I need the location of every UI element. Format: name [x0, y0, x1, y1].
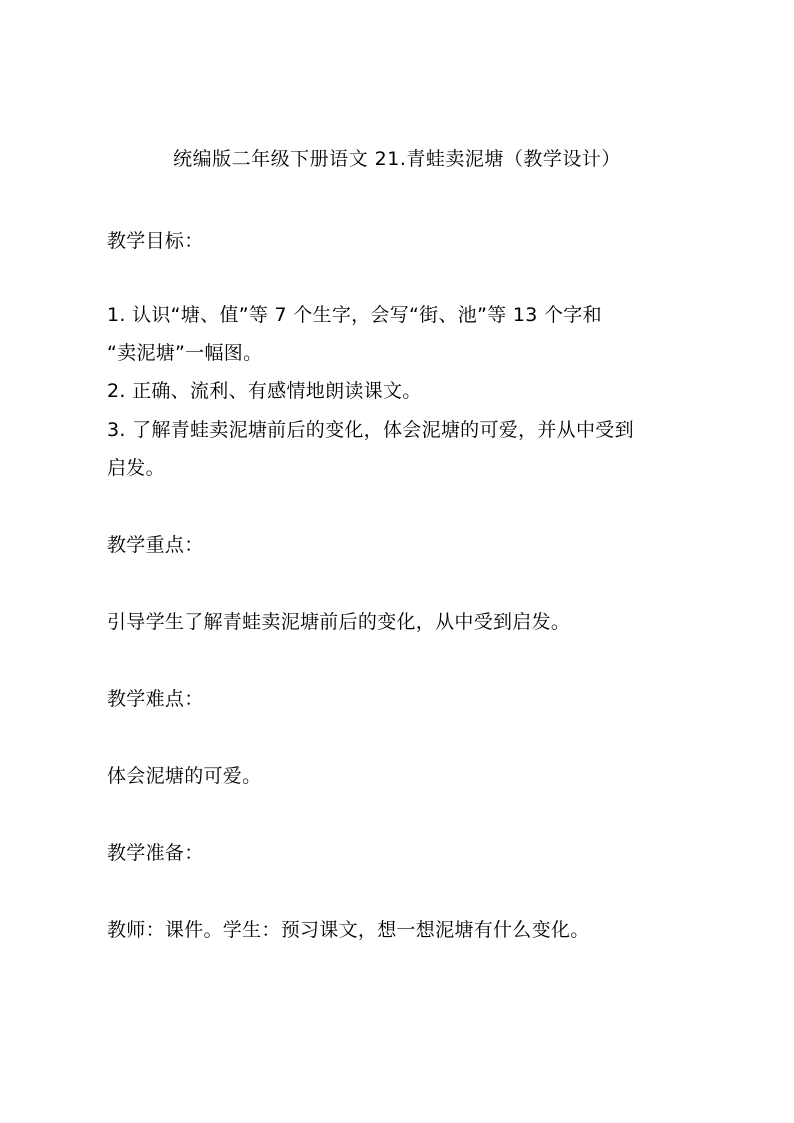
document-title: 统编版二年级下册语文 21.青蛙卖泥塘（教学设计）	[173, 148, 621, 170]
objectives-heading: 教学目标：	[107, 230, 204, 252]
objective-3-line-2: 启发。	[107, 457, 165, 479]
preparation-heading: 教学准备：	[107, 842, 204, 864]
preparation-text: 教师：课件。学生：预习课文，想一想泥塘有什么变化。	[107, 919, 590, 941]
objective-1-line-1: 1. 认识“塘、值”等 7 个生字，会写“街、池”等 13 个字和	[107, 304, 602, 326]
objective-2: 2. 正确、流利、有感情地朗读课文。	[107, 380, 422, 402]
key-points-heading: 教学重点：	[107, 534, 204, 556]
objective-3-line-1: 3. 了解青蛙卖泥塘前后的变化，体会泥塘的可爱，并从中受到	[107, 419, 634, 441]
difficulties-heading: 教学难点：	[107, 688, 204, 710]
difficulties-text: 体会泥塘的可爱。	[107, 765, 262, 787]
key-points-text: 引导学生了解青蛙卖泥塘前后的变化，从中受到启发。	[107, 611, 571, 633]
objective-1-line-2: “卖泥塘”一幅图。	[107, 342, 263, 364]
